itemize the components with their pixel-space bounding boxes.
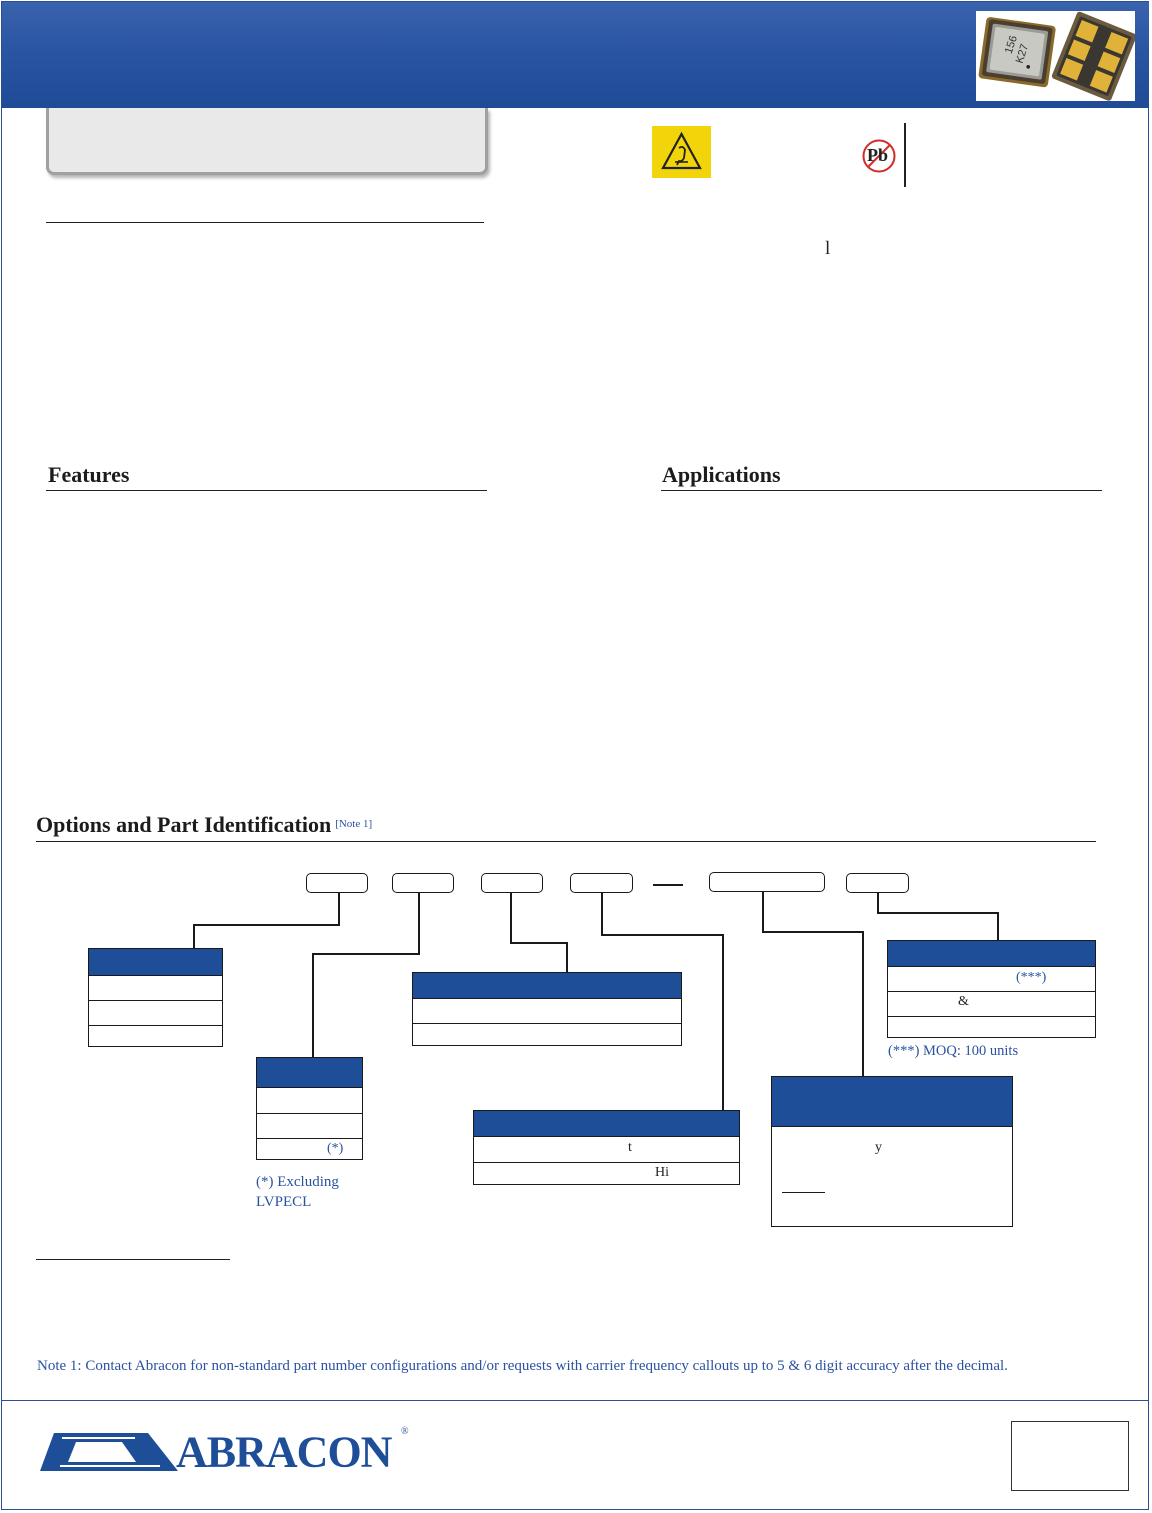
output-row-2-text: Hi <box>655 1165 669 1180</box>
part-field-packaging <box>846 873 909 893</box>
packaging-marker: (***) <box>1016 970 1047 985</box>
pb-free-icon <box>861 138 897 174</box>
options-divider <box>36 841 1096 842</box>
page-frame <box>1 1 1149 1510</box>
logo-registered: ® <box>401 1426 409 1437</box>
option-table-output <box>473 1110 740 1185</box>
part-field-3 <box>481 873 543 893</box>
part-field-4 <box>570 873 633 893</box>
page-number-box <box>1011 1421 1129 1491</box>
option-table-stability <box>412 972 682 1046</box>
part-field-2 <box>392 873 454 893</box>
packaging-amp: & <box>958 994 969 1009</box>
icon-divider <box>904 123 906 187</box>
part-field-1 <box>306 873 368 893</box>
pb-label: Pb <box>867 145 889 165</box>
part-field-frequency <box>709 872 825 892</box>
applications-heading: Applications <box>662 462 781 487</box>
frequency-text: y <box>875 1140 882 1155</box>
excluding-note-line-1: (*) Excluding <box>256 1174 339 1190</box>
notes-divider <box>36 1259 230 1260</box>
logo-mark <box>40 1430 180 1474</box>
note-ref: [Note 1] <box>335 818 373 830</box>
options-heading-wrap <box>36 812 372 838</box>
product-photo <box>976 11 1135 101</box>
output-row-1-text: t <box>628 1140 632 1155</box>
features-divider <box>46 490 487 491</box>
option-table-supply <box>256 1057 363 1160</box>
esd-warning-icon <box>652 126 711 178</box>
option-table-family <box>88 948 223 1047</box>
excluding-note-line-2: LVPECL <box>256 1194 312 1210</box>
title-box <box>46 108 488 175</box>
applications-divider <box>661 490 1102 491</box>
footer-divider <box>2 1400 1149 1401</box>
note-1: Note 1: Contact Abracon for non-standard part number configurations and/or requests with carrier frequency callouts up to 5 & 6 digit accuracy after the decimal. <box>37 1358 1008 1374</box>
moq-note: (***) MOQ: 100 units <box>888 1043 1019 1059</box>
logo-text: ABRACON <box>176 1426 392 1477</box>
stray-text: l <box>825 238 831 259</box>
frequency-underline <box>782 1192 825 1193</box>
excluding-note <box>256 1172 339 1212</box>
title-divider <box>46 222 484 223</box>
supply-marker: (*) <box>327 1141 344 1156</box>
abracon-logo <box>40 1428 440 1476</box>
option-table-frequency <box>771 1076 1013 1227</box>
options-heading: Options and Part Identification <box>36 812 332 837</box>
features-heading: Features <box>48 462 130 487</box>
part-dash <box>653 884 683 886</box>
svg-text:K27: K27 <box>1013 42 1032 65</box>
svg-text:156: 156 <box>1002 34 1020 56</box>
option-table-packaging <box>887 940 1096 1038</box>
